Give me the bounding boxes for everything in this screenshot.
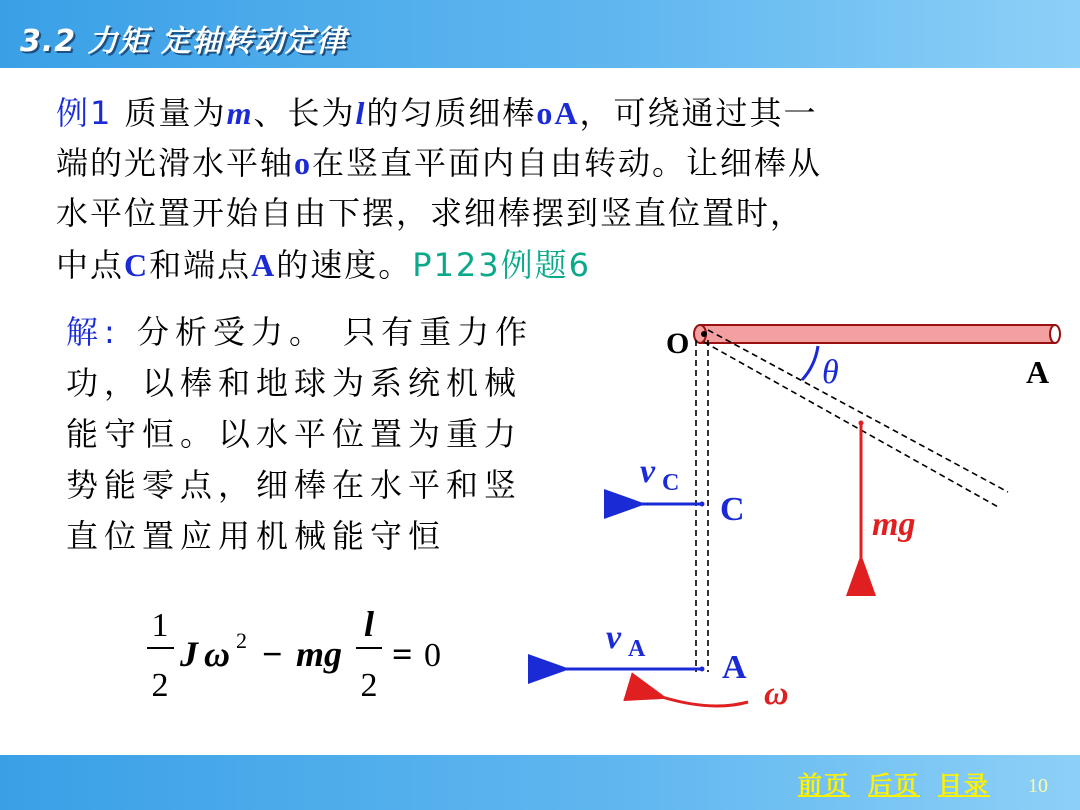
velocity-a-subscript: A — [628, 636, 646, 662]
mass-symbol: m — [226, 95, 254, 131]
solution-line-3: 能守恒。以水平位置为重力 — [66, 415, 523, 453]
frac2-denominator: 2 — [360, 667, 378, 704]
solution-label: 解: — [66, 313, 121, 351]
minus-sign: − — [262, 634, 283, 674]
solution-line-4: 势能零点，细棒在水平和竖 — [66, 466, 523, 504]
textbook-reference: P123例题6 — [412, 246, 592, 284]
theta-label: θ — [822, 354, 839, 391]
table-of-contents-link[interactable]: 目录 — [938, 771, 990, 799]
moment-inertia-symbol: J — [180, 634, 198, 674]
frac1-numerator: 1 — [151, 607, 169, 644]
tilted-rod-edge-top — [708, 330, 1008, 492]
angle-arc — [802, 346, 818, 380]
point-c-symbol: C — [124, 247, 150, 283]
next-page-link[interactable]: 后页 — [868, 771, 920, 799]
text: 的匀质细棒 — [366, 94, 537, 132]
text: 在竖直平面内自由转动。让细棒从 — [312, 144, 823, 182]
text: 中点 — [56, 246, 125, 284]
angular-velocity-arrow — [662, 697, 748, 706]
page-number: 10 — [1028, 775, 1048, 797]
prev-page-link[interactable]: 前页 — [798, 771, 850, 799]
square-exponent: 2 — [236, 628, 247, 653]
length-symbol: l — [355, 95, 367, 131]
midpoint-dot — [700, 502, 705, 507]
frac2-numerator: l — [363, 604, 375, 644]
text: 端的光滑水平轴 — [56, 144, 295, 182]
rod-body — [700, 325, 1055, 343]
frac1-denominator: 2 — [151, 667, 169, 704]
solution-line-2: 功，以棒和地球为系统机械 — [66, 364, 523, 402]
center-of-mass-dot — [859, 421, 864, 426]
tilted-rod-dashed — [704, 330, 1008, 508]
gravity-label: mg — [872, 506, 916, 543]
pivot-label: O — [666, 327, 690, 360]
mg-symbol: mg — [296, 634, 343, 674]
solution-line-5: 直位置应用机械能守恒 — [66, 517, 447, 555]
text: ，可绕通过其一 — [579, 94, 818, 132]
pivot-dot — [701, 331, 707, 337]
axis-symbol: o — [294, 145, 313, 181]
velocity-c-subscript: C — [662, 470, 680, 496]
tilted-rod-edge-bottom — [704, 342, 1000, 508]
end-a-label-horizontal: A — [1026, 354, 1050, 390]
rod-symbol: oA — [536, 95, 580, 131]
energy-equation — [147, 604, 441, 704]
zero-value: 0 — [424, 637, 441, 674]
text: 、长为 — [253, 94, 356, 132]
example-label: 例1 — [56, 94, 113, 132]
text: 和端点 — [149, 246, 252, 284]
text: 质量为 — [124, 94, 227, 132]
midpoint-label: C — [720, 491, 745, 528]
horizontal-rod — [694, 325, 1060, 343]
problem-line-3: 水平位置开始自由下摆，求细棒摆到竖直位置时， — [56, 194, 805, 232]
rod-right-end — [1050, 325, 1060, 343]
text: 的速度。 — [276, 246, 413, 284]
omega-symbol: ω — [204, 634, 231, 674]
equals-sign: = — [392, 634, 413, 674]
end-a-label-vertical: A — [722, 649, 747, 686]
velocity-a-symbol: v — [606, 619, 622, 656]
text: 分析受力。 只有重力作 — [136, 313, 534, 351]
slide-title: 3.2 力矩 定轴转动定律 — [20, 24, 348, 59]
omega-label: ω — [764, 675, 789, 712]
velocity-c-symbol: v — [640, 453, 656, 490]
point-a-symbol: A — [251, 247, 277, 283]
end-dot — [700, 667, 705, 672]
